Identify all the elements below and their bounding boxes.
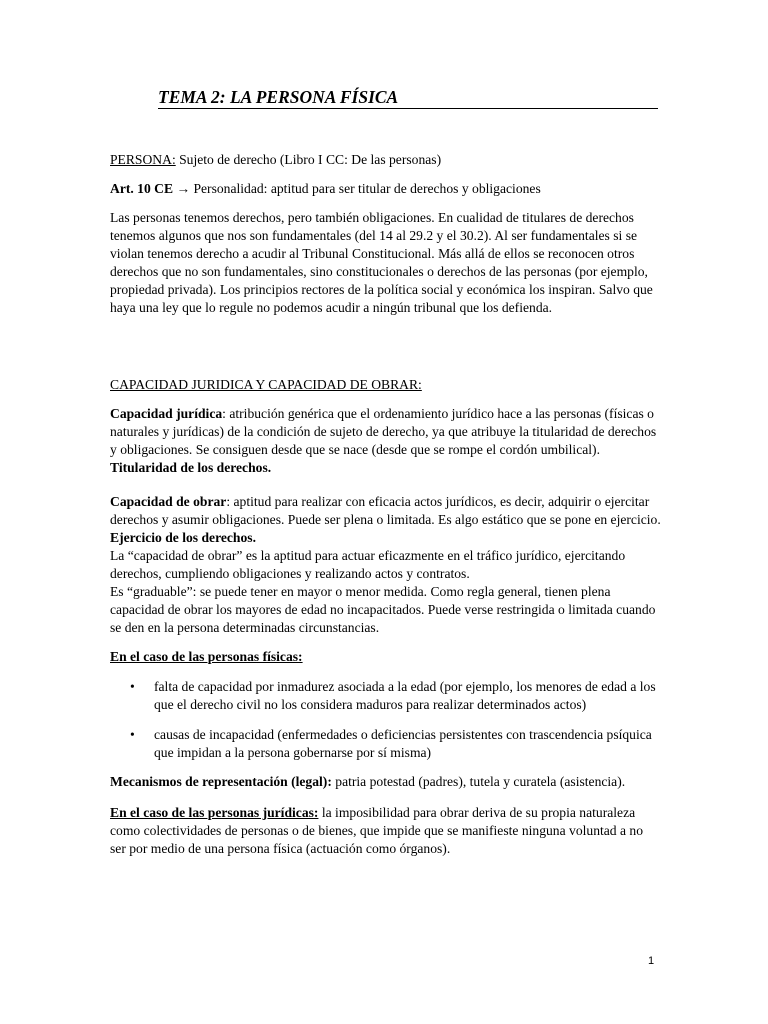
juridicas-text: la imposibilidad para obrar deriva de su propia naturaleza como colectividades de personas o de bienes, que impide que se manifieste ninguna voluntad a no ser por medio de una persona física (actuación como órganos). [110,805,644,856]
capacidad-obrar-text: : aptitud para realizar con eficacia actos jurídicos, es decir, adquirir o ejercitar derechos y asumir obligaciones. Puede ser plena o limitada. Es algo estático que se pone en ejercicio. [110,494,661,527]
fisicas-list [110,678,662,772]
juridicas-label: En el caso de las personas jurídicas: [110,805,319,820]
art10-label: Art. 10 CE [110,181,174,196]
capacidad-obrar-paragraph [110,493,662,637]
fisicas-heading: En el caso de las personas físicas: [110,649,303,664]
list-item-text: falta de capacidad por inmadurez asociada a la edad (por ejemplo, los menores de edad a los que el derecho civil no los considera maduros para realizar determinados actos) [154,679,656,712]
mecanismos-line [110,773,662,791]
capacidad-juridica-text: : atribución genérica que el ordenamiento jurídico hace a las personas (físicas o naturales y jurídicas) de la condición de sujeto de derecho, ya que atribuye la titularidad de derechos y obligaciones. Se consiguen desde que se nace (desde que se rompe el cordón umbilical). [110,406,657,457]
mecanismos-text: patria potestad (padres), tutela y curatela (asistencia). [331,774,626,789]
page-number: 1 [648,955,655,967]
list-item-text: causas de incapacidad (enfermedades o deficiencias persistentes con trascendencia psíquica que impidan a la persona gobernarse por sí misma) [154,727,652,760]
capacidad-juridica-paragraph [110,405,662,477]
capacidad-juridica-label: Capacidad jurídica [110,406,223,421]
page-title: TEMA 2: LA PERSONA FÍSICA [158,86,658,109]
capacidad-obrar-line2: La “capacidad de obrar” es la aptitud para actuar eficazmente en el tráfico jurídico, ejercitando derechos, cumpliendo obligaciones y realizando actos y contratos. [110,548,626,581]
capacidad-obrar-line3: Es “graduable”: se puede tener en mayor o menor medida. Como regla general, tienen plena capacidad de obrar los mayores de edad no incapacitados. Puede verse restringida o limitada cuando se den en la persona determinadas circunstancias. [110,584,656,635]
section-heading: CAPACIDAD JURIDICA Y CAPACIDAD DE OBRAR: [110,377,422,392]
persona-label: PERSONA: [110,152,176,167]
persona-text: Sujeto de derecho (Libro I CC: De las personas) [175,152,442,167]
list-item [110,726,662,762]
art10-text: Personalidad: aptitud para ser titular de derechos y obligaciones [193,181,541,196]
juridicas-paragraph [110,804,662,858]
intro-paragraph: Las personas tenemos derechos, pero también obligaciones. En cualidad de titulares de derechos tenemos algunos que nos son fundamentales (del 14 al 29.2 y el 30.2). Al ser fundamentales si se violan tenemos derecho a acudir al Tribunal Constitucional. Más allá de ellos se reconocen otros derechos que no son fundamentales, sino constitucionales o derechos de las personas (por ejemplo, propiedad privada). Los principios rectores de la política social y económica los inspiran. Salvo que haya una ley que lo regule no podemos acudir a ningún tribunal que los defienda. [110,210,653,315]
bullet-icon: • [130,727,135,742]
capacidad-obrar-emphasis: Ejercicio de los derechos. [110,530,256,545]
capacidad-obrar-label: Capacidad de obrar [110,494,227,509]
list-item [110,678,662,714]
persona-definition [110,151,662,169]
arrow-glyph: → [173,181,194,196]
capacidad-juridica-emphasis: Titularidad de los derechos. [110,460,272,475]
art10-line [110,180,662,198]
bullet-icon: • [130,679,135,694]
mecanismos-label: Mecanismos de representación (legal): [110,774,332,789]
